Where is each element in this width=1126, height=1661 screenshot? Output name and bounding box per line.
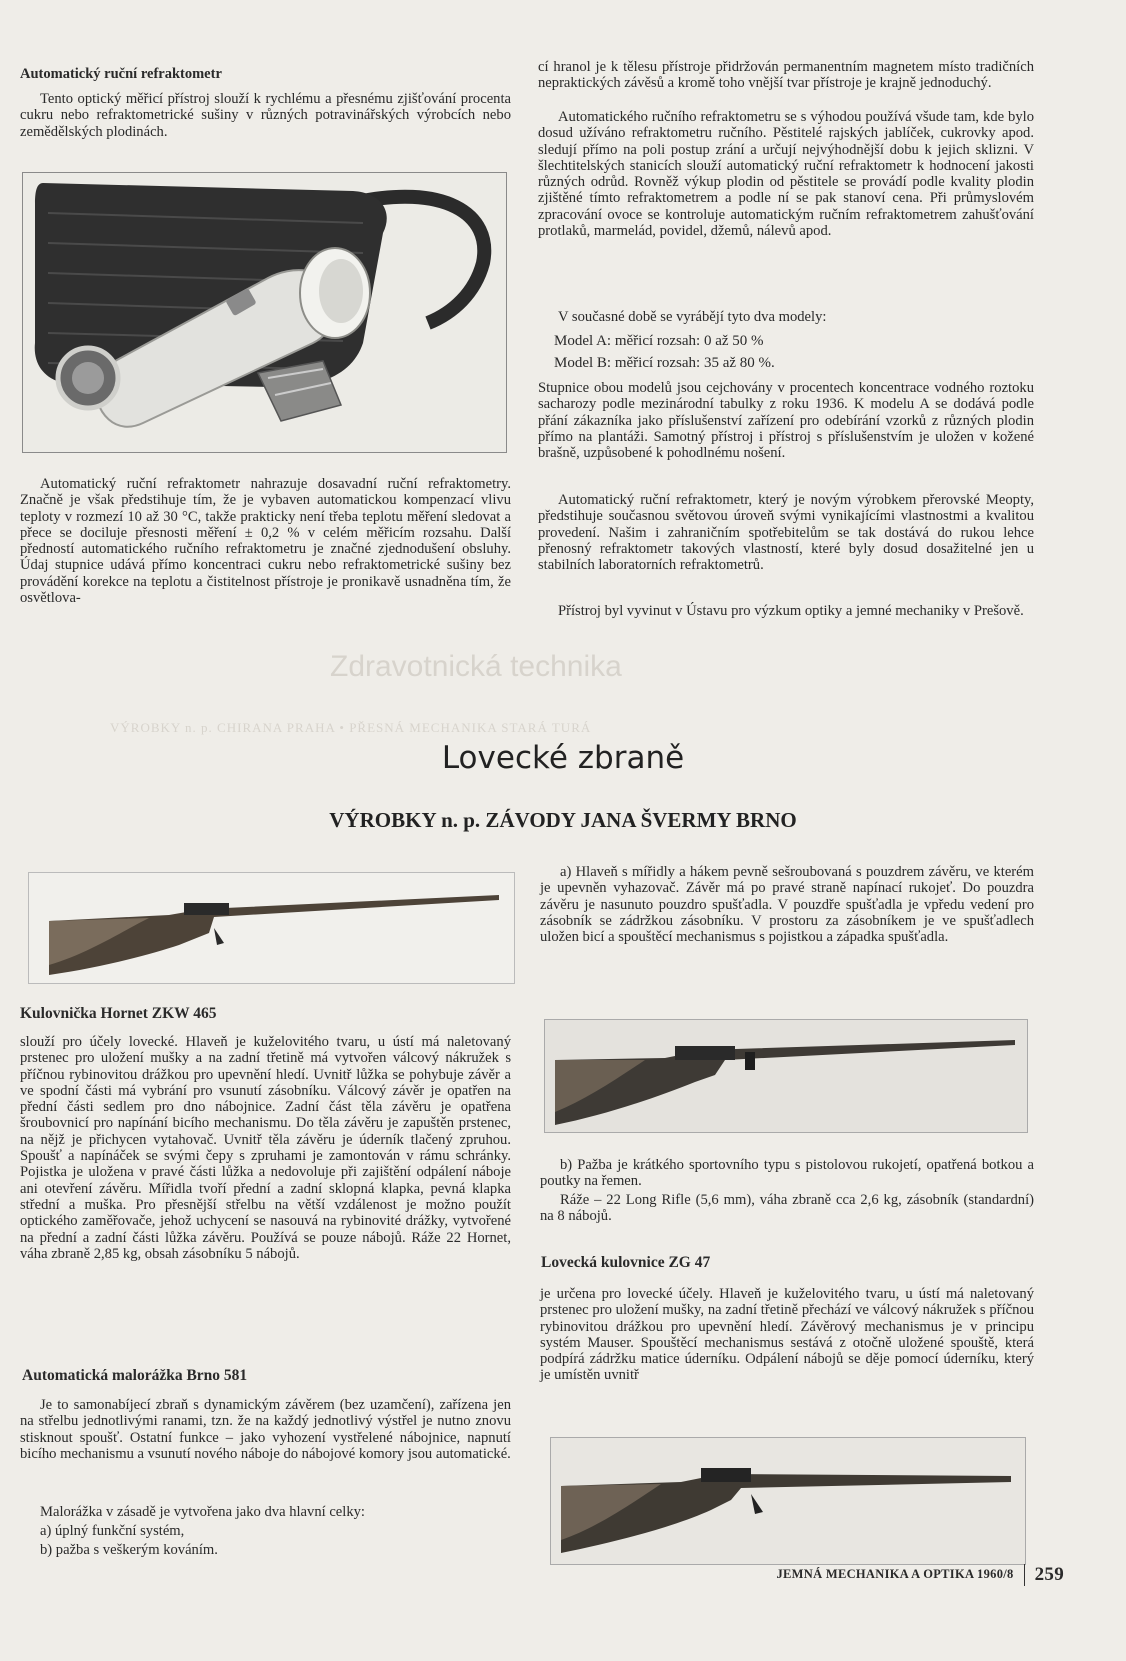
hornet-text: slouží pro účely lovecké. Hlaveň je kuželovitého tvaru, u ústí má naletovaný prstenec pro uložení mušky a na zadní třetině má vytvořen válcový nákružek s příčnou rybinovitou drážkou pro upevnění hledí. Uvnitř lůžka se pohybuje závěr a ve spodní části má vybrání pro vsunutí zásobníku. Válcový závěr je opatřen na přední části sedlem pro dno nábojnice. Zadní část těla závěru je opatřena šroubovnicí pro napínání bicího mechanismu. Do těla závěru je zapuštěn prstenec, na nějž je přichycen vytahovač. Uvnitř těla závěru je úderník tlačený zpruhou. Spoušť a napínáček se svými čepy s zpruhami je zamontován v rámu schránky. Pojistka je uložena v pravé části lůžka a nedovoluje při zajištění odpálení náboje ani otevření závěru. Mířidla tvoří přední a zadní sklopná klapka, pevná klapka střední a muška. Pro přesnější střelbu na větší vzdálenost je možno použít optického zaměřovače, jehož uchycení se nasouvá na rybinovité drážky, vytvořené na přední a zadní části lůžka závěru. Používá se pouze nábojů. Ráže 22 Hornet, váha zbraně 2,85 kg, obsah zásobníku 5 nábojů. <box>20 1034 511 1262</box>
zg47-text: je určena pro lovecké účely. Hlaveň je kuželovitého tvaru, u ústí má naletovaný prstenec pro uložení mušky, na zadní třetině přechází ve válcový nákružek s příčnou rybinovitou drážkou pro upevnění hledí. Závěrový mechanismus je v principu systém Mauser. Spouštěcí mechanismus sestává z otočně uložené spouště, která podpírá zádržku matice úderníku. Odpálení nábojů se děje pomocí úderníku, který je umístěn uvnitř <box>540 1286 1034 1384</box>
refractometer-body-right-4: Automatický ruční refraktometr, který je novým výrobkem přerovské Meopty, předstihuje současnou světovou úroveň svými vynikajícími vlastnostmi a kvalitou provedení. Našim i zahraničním spotřebitelům se tak dostává do rukou lehce přenosný refraktometr takových vlastností, které byly dosud dosažitelné jen u stabilních laboratorních refraktometrů. <box>538 492 1034 574</box>
brno581-item-b: b) pažba s veškerým kováním. <box>40 1542 218 1558</box>
refractometer-intro: Tento optický měřicí přístroj slouží k rychlému a přesnému zjišťování procenta cukru nebo refraktometrické sušiny v různých potravinářských výrobcích nebo zemědělských plodinách. <box>20 91 511 140</box>
zg47-rifle-photo <box>550 1437 1026 1565</box>
bleed-through-line: VÝROBKY n. p. CHIRANA PRAHA • PŘESNÁ MECHANIKA STARÁ TURÁ <box>110 720 592 735</box>
refractometer-illustration <box>23 173 506 452</box>
section-title: Lovecké zbraně <box>441 740 685 776</box>
refractometer-body-right-2: Automatického ručního refraktometru se s výhodou používá všude tam, kde bylo dosud užíváno refraktometru ručního. Pěstitelé rajských jablíček, cukrovky apod. sledují přímo na poli postup zrání a určují nejvýhodnější dobu k jejich sklizni. V šlechtitelských stanicích slouží automatický ruční refraktometr k hodnocení jakosti různých odrůd. Rovněž výkup plodin od pěstitele se provádí podle kvality plodin zjištěné tímto refraktometrem a podle ní se pak stanoví cena. Při průmyslovém zpracování ovoce se kontroluje automatickým ručním refraktometrem zahušťování protlaků, marmelád, povidel, džemů, nálevů apod. <box>538 109 1034 240</box>
footer-divider <box>1024 1564 1025 1586</box>
refractometer-body-right-3: Stupnice obou modelů jsou cejchovány v procentech koncentrace vodného roztoku sacharozy podle mezinárodní tabulky z roku 1936. K modelu A se dodává podle přání zákazníka jako příslušenství zařízení pro odebírání vzorků z různých plodin přímo na plantáži. Samotný přístroj i přístroj s příslušenstvím je uložen v kožené brašně, uzpůsobené k pohodlnému nošení. <box>538 380 1034 462</box>
refractometer-model-b: Model B: měřicí rozsah: 35 až 80 %. <box>554 355 775 371</box>
right-item-b-caliber: Ráže – 22 Long Rifle (5,6 mm), váha zbraně cca 2,6 kg, zásobník (standardní) na 8 nábojů. <box>540 1192 1034 1225</box>
right-item-b: b) Pažba je krátkého sportovního typu s pistolovou rukojetí, opatřená botkou a poutky na řemen. <box>540 1157 1034 1190</box>
zg47-heading: Lovecká kulovnice ZG 47 <box>541 1254 711 1271</box>
page-footer <box>776 1564 1064 1586</box>
hornet-heading: Kulovnička Hornet ZKW 465 <box>20 1005 217 1022</box>
refractometer-body-right-5: Přístroj byl vyvinut v Ústavu pro výzkum optiky a jemné mechaniky v Prešově. <box>558 603 1024 619</box>
section-subtitle: VÝROBKY n. p. ZÁVODY JANA ŠVERMY BRNO <box>329 808 797 832</box>
refractometer-photo <box>22 172 507 453</box>
brno581-item-a: a) úplný funkční systém, <box>40 1523 185 1539</box>
refractometer-models-intro: V současné době se vyrábějí tyto dva modely: <box>558 309 827 325</box>
zg47-rifle-illustration <box>551 1438 1025 1564</box>
brno581-rifle-photo <box>544 1019 1028 1133</box>
page-number: 259 <box>1034 1564 1064 1585</box>
refractometer-body-right-1: cí hranol je k tělesu přístroje přidržován permanentním magnetem místo tradičních nepraktických závěsů a kromě toho vnější tvar přístroje je krajně jednoduchý. <box>538 59 1034 92</box>
brno581-heading: Automatická malorážka Brno 581 <box>22 1367 248 1384</box>
refractometer-model-a: Model A: měřicí rozsah: 0 až 50 % <box>554 333 764 349</box>
brno581-text-2: Malorážka v zásadě je vytvořena jako dva hlavní celky: <box>40 1504 365 1520</box>
refractometer-body-left: Automatický ruční refraktometr nahrazuje dosavadní ruční refraktometry. Značně je však předstihuje tím, že je vybaven automatickou kompenzací vlivu teploty v rozmezí 10 až 30 °C, takže prakticky není třeba teplotu měření sledovat a přece se dociluje přesnosti měření ± 0,2 % v celém měřicím rozsahu. Další předností automatického ručního refraktometru je značné zjednodušení obsluhy. Údaj stupnice udává přímo koncentraci cukru nebo refraktometrické sušiny bez provádění korekce na teplotu a čistitelnost přístroje je pronikavě usnadněna tím, že osvětlova- <box>20 476 511 607</box>
hornet-rifle-photo <box>28 872 515 984</box>
brno581-text: Je to samonabíjecí zbraň s dynamickým závěrem (bez uzamčení), zařízena jen na střelbu jednotlivými ranami, tzn. že na každý jednotlivý výstřel je nutno znovu stisknout spoušť. Ostatní funkce – jako vyhození vystřelené nábojnice, napnutí bicího mechanismu a vsunutí nového náboje do nábojové komory jsou automatické. <box>20 1397 511 1462</box>
hornet-rifle-illustration <box>29 873 514 983</box>
journal-name: JEMNÁ MECHANIKA A OPTIKA 1960/8 <box>776 1566 1014 1581</box>
brno581-rifle-illustration <box>545 1020 1027 1132</box>
refractometer-heading: Automatický ruční refraktometr <box>20 66 222 82</box>
bleed-through-heading: Zdravotnická technika <box>330 650 622 683</box>
right-item-a: a) Hlaveň s mířidly a hákem pevně sešroubovaná s pouzdrem závěru, ve kterém je upevněn vyhazovač. Závěr má po pravé straně napínací rukojeť. Do pouzdra závěru je nasunuto pouzdro spušťadla. V pouzdře spušťadla je vpředu vedení pro zásobník se zádržkou zásobníku. V prostoru za zásobníkem je ve spušťadlech uložen bicí a spouštěcí mechanismus s pojistkou a západka spušťadla. <box>540 864 1034 946</box>
